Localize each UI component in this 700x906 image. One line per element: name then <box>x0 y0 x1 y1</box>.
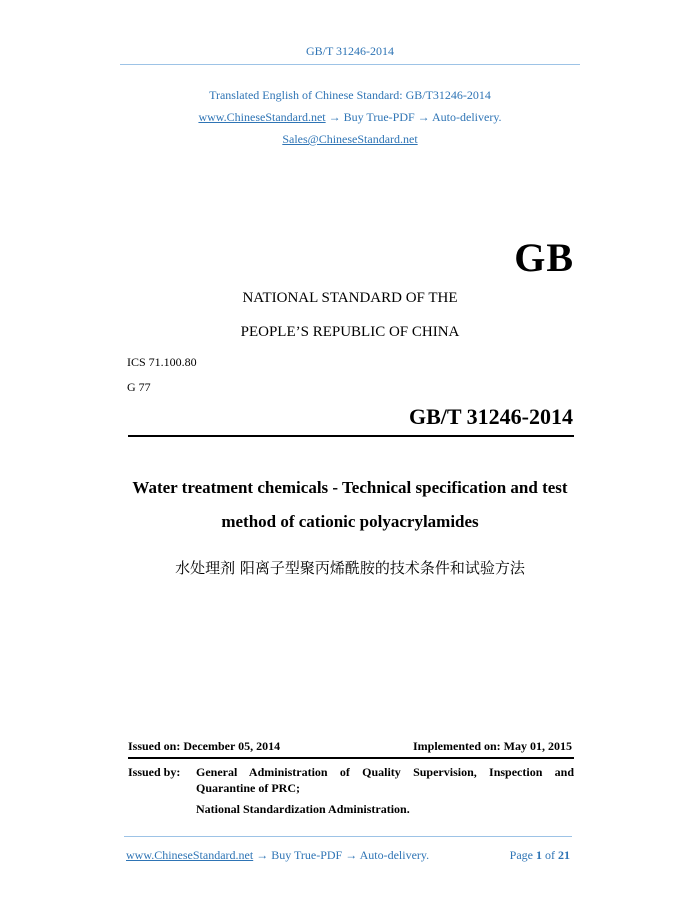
national-standard-line1: NATIONAL STANDARD OF THE <box>242 290 458 306</box>
translation-notice: Translated English of Chinese Standard: GB/T31246-2014 <box>209 88 491 102</box>
footer-auto-text: Auto-delivery. <box>359 848 430 862</box>
gb-logo: GB <box>514 235 574 280</box>
arrow-icon: → <box>417 110 430 124</box>
sales-email-link[interactable]: Sales@ChineseStandard.net <box>282 132 418 146</box>
issuing-org1-line2: Quarantine of PRC; <box>196 781 300 795</box>
national-standard-line2: PEOPLE’S REPUBLIC OF CHINA <box>240 324 460 340</box>
page-number: 1 <box>536 848 542 862</box>
issued-by-label: Issued by: <box>128 765 181 779</box>
email-line <box>0 132 700 147</box>
issued-date: Issued on: December 05, 2014 <box>128 739 281 753</box>
dates-rule <box>128 757 574 759</box>
running-header: GB/T 31246-2014 <box>305 44 395 58</box>
auto-delivery-text: Auto-delivery. <box>432 110 502 124</box>
header-divider <box>120 64 580 65</box>
title-line2: method of cationic polyacrylamides <box>221 512 479 531</box>
site-link[interactable]: www.ChineseStandard.net <box>198 110 326 124</box>
title-line1: Water treatment chemicals - Technical specification and test <box>132 478 568 497</box>
page-total: 21 <box>558 848 570 862</box>
standard-number-rule <box>128 435 574 437</box>
page-indicator <box>510 848 570 863</box>
footer-site-link[interactable]: www.ChineseStandard.net <box>126 848 254 862</box>
chinese-title: 水处理剂 阳离子型聚丙烯酰胺的技术条件和试验方法 <box>175 559 525 577</box>
arrow-icon: → <box>256 848 269 862</box>
implemented-date: Implemented on: May 01, 2015 <box>413 739 572 753</box>
footer-buy-text: Buy True-PDF <box>271 848 343 862</box>
ccs-code: G 77 <box>127 380 151 394</box>
issuing-org1-line1: General Administration of Quality Supervision, Inspection and <box>196 765 574 779</box>
buy-true-pdf-text: Buy True-PDF <box>343 110 415 124</box>
arrow-icon: → <box>345 848 358 862</box>
page-word: Page <box>509 848 533 862</box>
of-word: of <box>545 848 555 862</box>
standard-number: GB/T 31246-2014 <box>408 404 573 429</box>
banner-links <box>0 110 700 125</box>
ics-code: ICS 71.100.80 <box>127 355 197 369</box>
issuing-org2: National Standardization Administration. <box>196 802 410 816</box>
footer-links <box>126 848 429 863</box>
arrow-icon: → <box>328 110 341 124</box>
footer-divider <box>124 836 572 837</box>
